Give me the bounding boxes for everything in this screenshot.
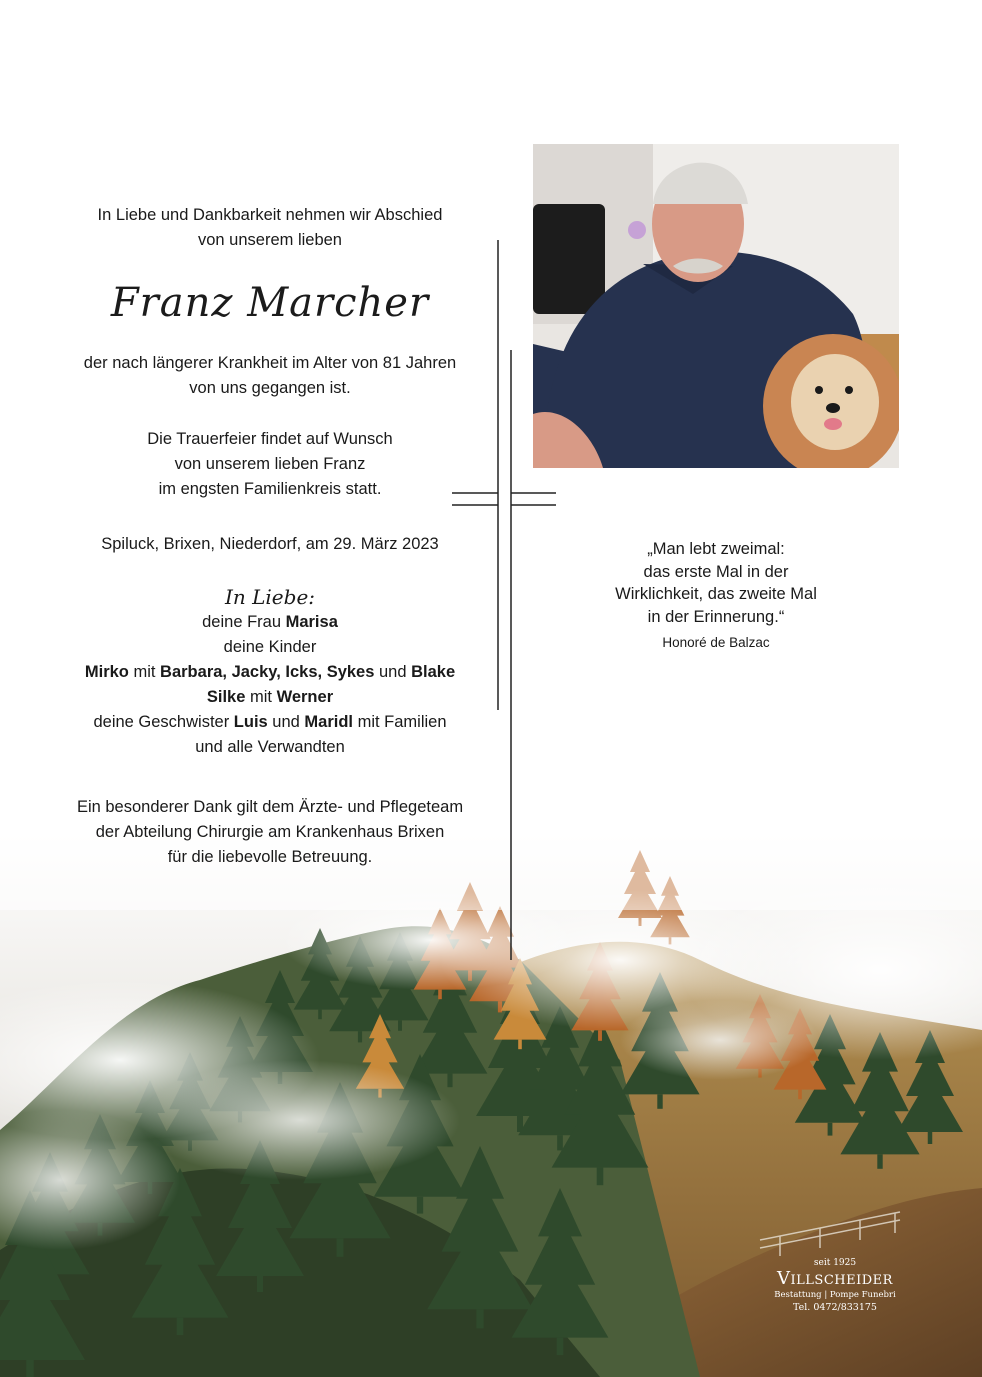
conj-mit-2: mit (245, 688, 277, 706)
mourners-children-1 (60, 660, 480, 685)
passing-line-2: von uns gegangen ist. (189, 379, 351, 397)
logo-subtitle: Bestattung | Pompe Funebri (774, 1290, 896, 1300)
siblings-prefix: deine Geschwister (93, 713, 234, 731)
sibling-maridl: Maridl (304, 713, 354, 731)
quote-line-3: Wirklichkeit, das zweite Mal (615, 585, 817, 603)
ceremony-line-3: im engsten Familienkreis statt. (158, 480, 382, 498)
quote-line-2: das erste Mal in der (643, 562, 789, 581)
thanks-line-2: der Abteilung Chirurgie am Krankenhaus Brixen (95, 823, 445, 841)
child-mirko: Mirko (84, 663, 129, 681)
passing-text (60, 351, 480, 401)
thanks-line-1: Ein besonderer Dank gilt dem Ärzte- und Pflegeteam (76, 798, 464, 816)
wife-name: Marisa (285, 613, 338, 631)
portrait-photo (533, 144, 899, 468)
quote-author: Honoré de Balzac (662, 635, 770, 650)
ceremony-line-2: von unserem lieben Franz (174, 455, 366, 473)
deceased-name: Franz Marcher (110, 280, 430, 326)
mourners-children-label: deine Kinder (223, 638, 317, 656)
mourners-section (60, 585, 480, 760)
grandchildren-names: Barbara, Jacky, Icks, Sykes (160, 663, 375, 681)
intro-line-2: von unserem lieben (197, 231, 342, 249)
ceremony-text (60, 427, 480, 502)
quote-text (590, 538, 842, 628)
logo-since: seit 1925 (813, 1258, 857, 1268)
thanks-line-3: für die liebevolle Betreuung. (167, 848, 373, 866)
intro-text (60, 203, 480, 253)
quote-line-1: „Man lebt zweimal: (647, 540, 785, 558)
mourners-heading: In Liebe: (224, 585, 316, 609)
mourners-children-2 (60, 685, 480, 710)
conj-mit: mit (128, 663, 161, 681)
funeral-home-logo (760, 1258, 910, 1314)
place-date: Spiluck, Brixen, Niederdorf, am 29. März 2023 (101, 535, 439, 553)
conj-und: und (374, 663, 412, 681)
logo-brand: Villscheider (777, 1268, 893, 1289)
wife-prefix: deine Frau (202, 613, 286, 631)
siblings-suffix: mit Familien (353, 713, 447, 731)
logo-phone: Tel. 0472/833175 (793, 1302, 877, 1313)
ceremony-line-1: Die Trauerfeier findet auf Wunsch (147, 430, 393, 448)
mourners-siblings (60, 710, 480, 735)
intro-line-1: In Liebe und Dankbarkeit nehmen wir Abschied (97, 206, 443, 224)
mourners-relatives: und alle Verwandten (195, 738, 345, 756)
passing-line-1: der nach längerer Krankheit im Alter von 81 Jahren (83, 354, 457, 372)
conj-und-2: und (267, 713, 305, 731)
quote-line-4: in der Erinnerung.“ (647, 607, 785, 626)
child-silke: Silke (206, 688, 246, 706)
thanks-text (60, 795, 480, 870)
mourners-wife (60, 610, 480, 635)
partner-werner: Werner (276, 688, 334, 706)
grandchild-blake: Blake (411, 663, 456, 681)
sibling-luis: Luis (233, 713, 268, 731)
